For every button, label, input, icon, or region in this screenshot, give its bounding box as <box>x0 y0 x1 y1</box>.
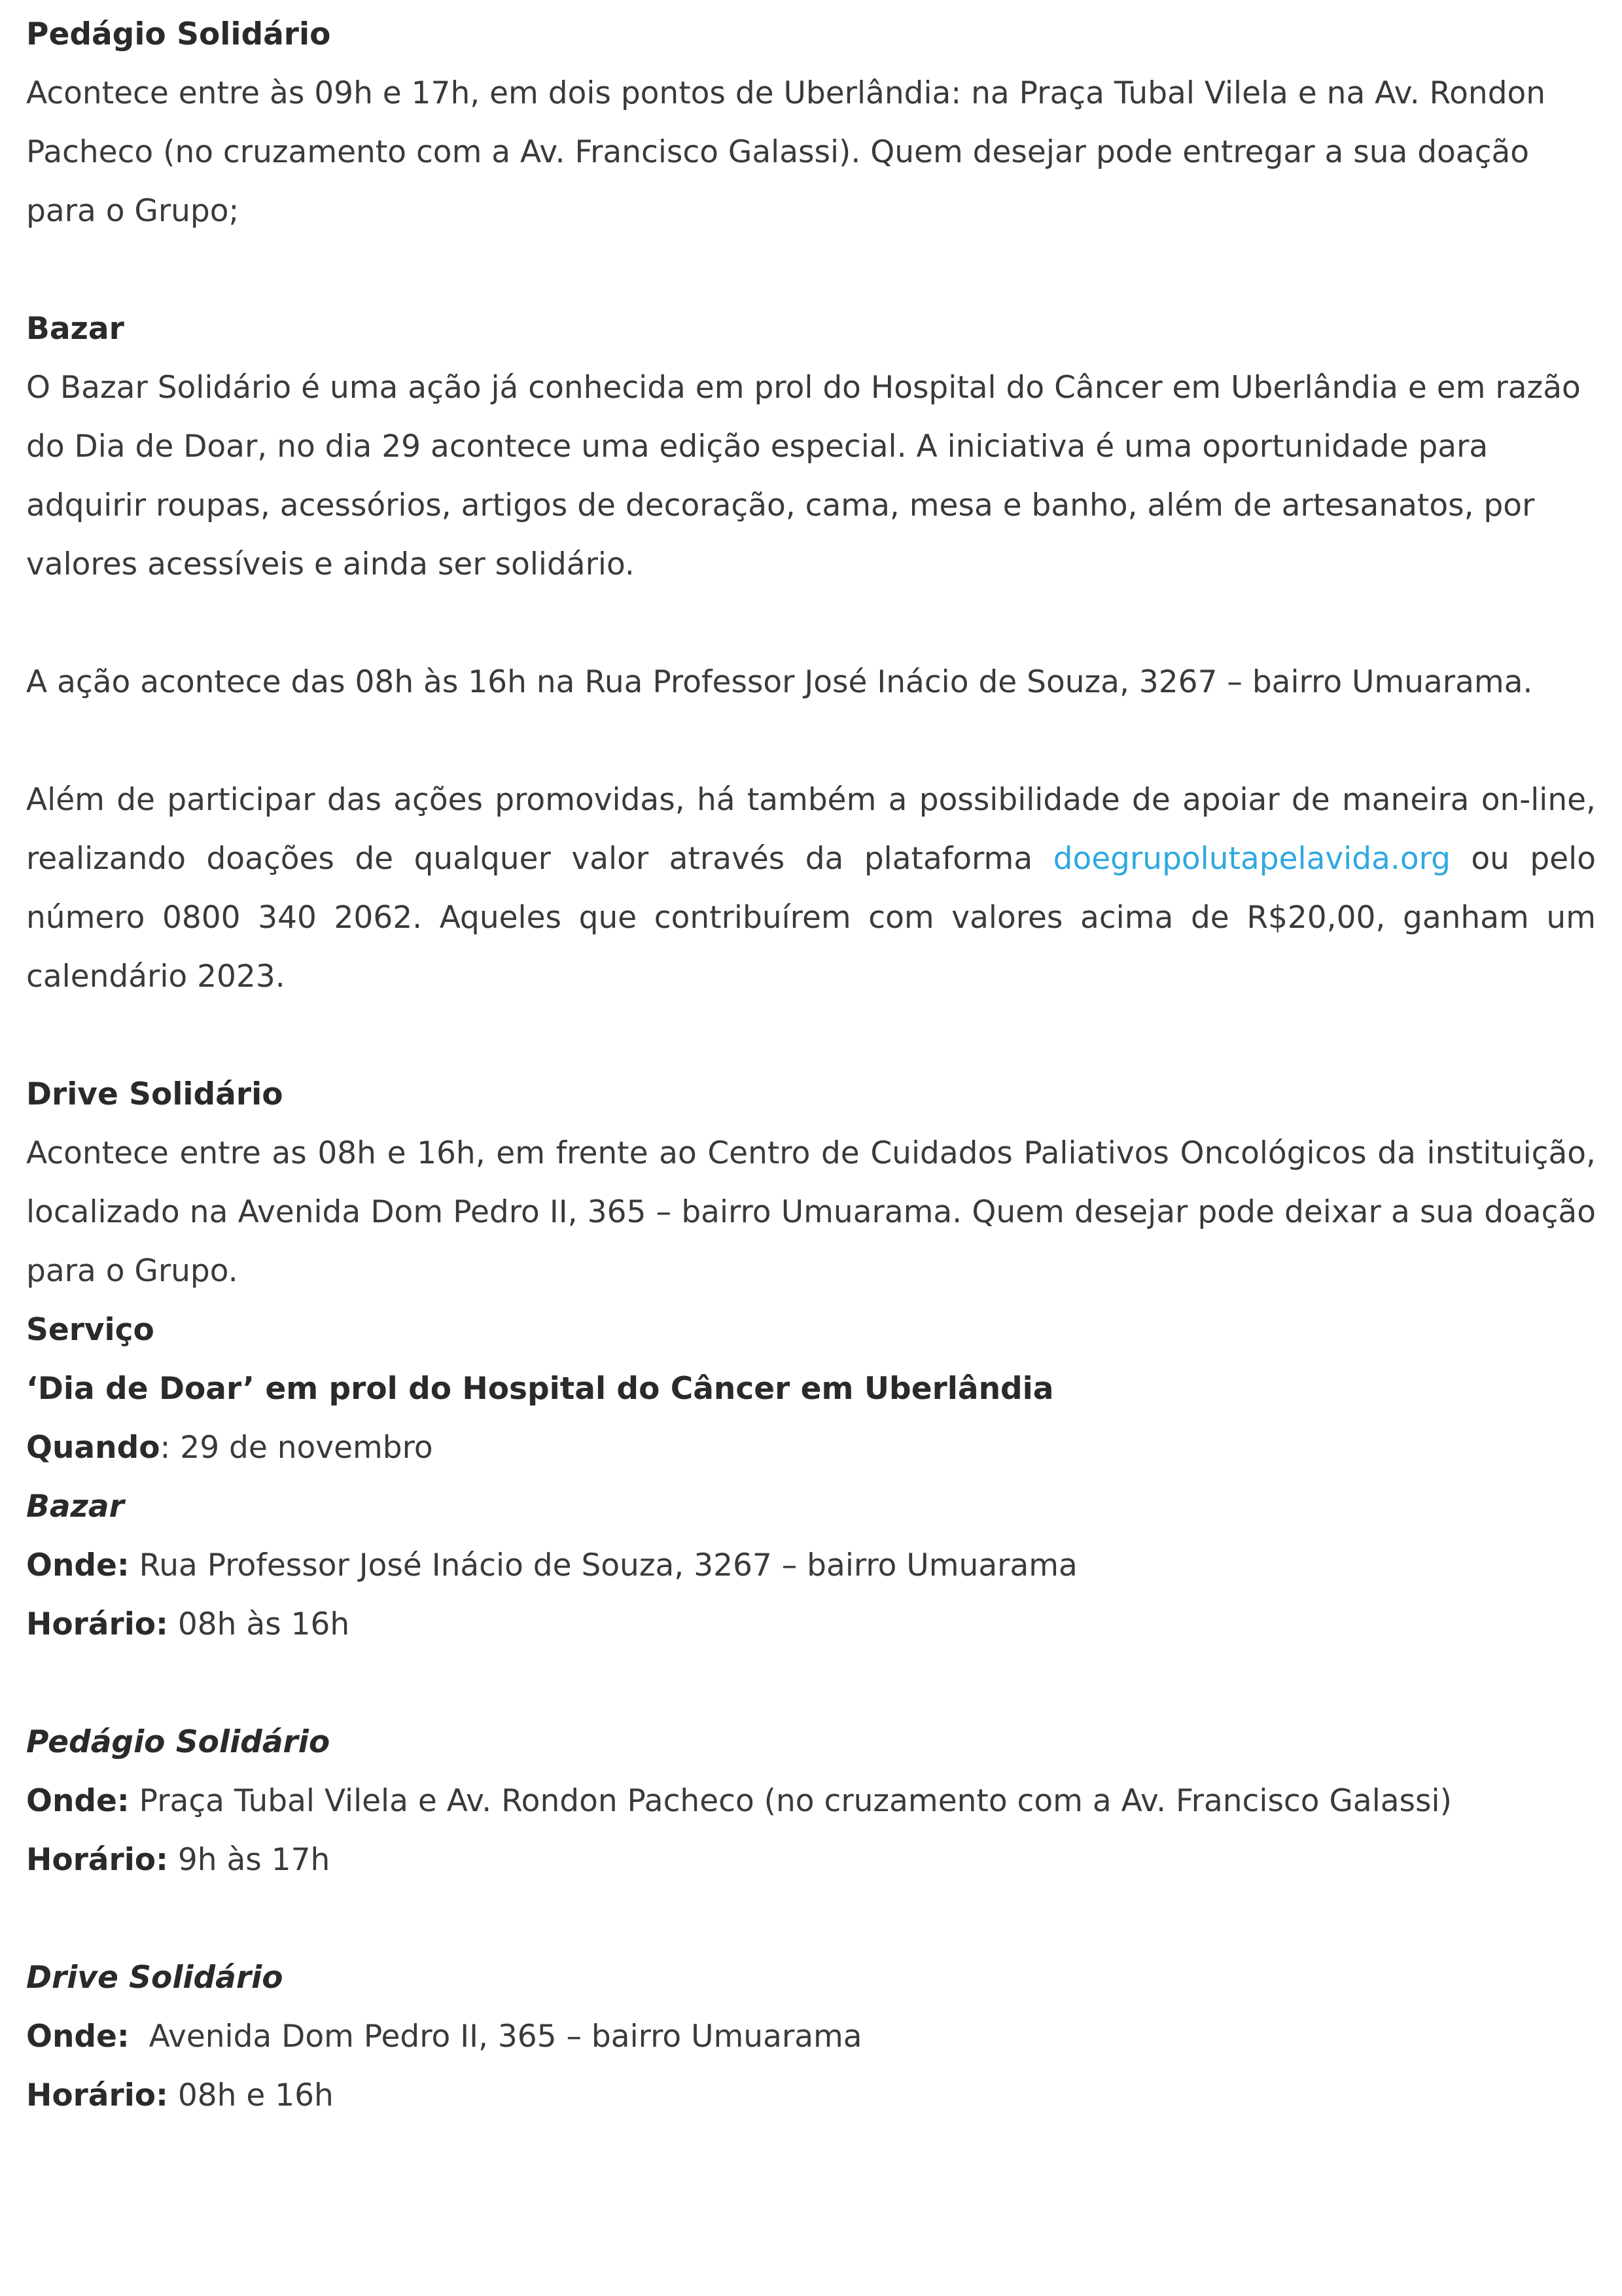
pedagio-title: Pedágio Solidário <box>26 16 331 52</box>
bazar-location-text: A ação acontece das 08h às 16h na Rua Professor José Inácio de Souza, 3267 – bairro Umuarama. <box>26 664 1533 700</box>
servico-bazar-title: Bazar <box>26 1489 124 1525</box>
online-text-after: ou pelo número 0800 340 2062. Aqueles que contribuírem com valores acima de R$20,00, ganham um calendário 2023. <box>26 841 1596 995</box>
servico-bazar-onde <box>26 1536 1596 1595</box>
drive-text: Acontece entre as 08h e 16h, em frente ao Centro de Cuidados Paliativos Oncológicos da instituição, localizado na Avenida Dom Pedro II, 365 – bairro Umuarama. Quem desejar pode deixar a sua doação para o Grupo. <box>26 1135 1596 1289</box>
spacer <box>26 1006 1596 1065</box>
horario-value: 08h e 16h <box>167 2077 334 2113</box>
online-section <box>26 771 1596 1006</box>
online-paragraph <box>26 771 1596 1006</box>
drive-section <box>26 1065 1596 1301</box>
servico-heading: Serviço <box>26 1312 154 1348</box>
horario-label: Horário: <box>26 2077 168 2113</box>
horario-label: Horário: <box>26 1606 168 1642</box>
onde-label: Onde: <box>26 2019 130 2055</box>
bazar-section <box>26 300 1596 712</box>
servico-pedagio-onde <box>26 1772 1596 1831</box>
servico-drive-onde <box>26 2007 1596 2066</box>
onde-label: Onde: <box>26 1783 130 1819</box>
bazar-text: O Bazar Solidário é uma ação já conhecida em prol do Hospital do Câncer em Uberlândia e em razão do Dia de Doar, no dia 29 acontece uma edição especial. A iniciativa é uma oportunidade para adquirir roupas, acessórios, artigos de decoração, cama, mesa e banho, além de artesanatos, por valores acessíveis e ainda ser solidário. <box>26 370 1581 582</box>
servico-drive-title: Drive Solidário <box>26 1960 283 1996</box>
spacer <box>26 594 1596 653</box>
servico-drive-horario <box>26 2066 1596 2125</box>
servico-pedagio-title: Pedágio Solidário <box>26 1724 330 1760</box>
horario-value: 9h às 17h <box>167 1842 330 1878</box>
donation-link[interactable]: doegrupolutapelavida.org <box>1053 841 1451 877</box>
horario-label: Horário: <box>26 1842 168 1878</box>
onde-value: Rua Professor José Inácio de Souza, 3267 – bairro Umuarama <box>129 1547 1078 1583</box>
onde-value: Avenida Dom Pedro II, 365 – bairro Umuarama <box>129 2019 862 2055</box>
servico-quando <box>26 1419 1596 1477</box>
servico-pedagio-horario <box>26 1831 1596 1890</box>
spacer <box>26 1654 1596 1713</box>
spacer <box>26 712 1596 771</box>
spacer <box>26 1890 1596 1949</box>
servico-event-title: ‘Dia de Doar’ em prol do Hospital do Câncer em Uberlândia <box>26 1371 1054 1407</box>
drive-title: Drive Solidário <box>26 1076 283 1112</box>
quando-value: : 29 de novembro <box>160 1430 433 1466</box>
quando-label: Quando <box>26 1430 160 1466</box>
pedagio-section <box>26 5 1596 241</box>
spacer <box>26 241 1596 300</box>
online-text-before: Além de participar das ações promovidas, há também a possibilidade de apoiar de maneira on-line, realizando doações de qualquer valor através da plataforma <box>26 782 1596 877</box>
bazar-title: Bazar <box>26 311 124 347</box>
pedagio-text: Acontece entre às 09h e 17h, em dois pontos de Uberlândia: na Praça Tubal Vilela e na Av. Rondon Pacheco (no cruzamento com a Av. Francisco Galassi). Quem desejar pode entregar a sua doação para o Grupo; <box>26 75 1546 229</box>
onde-value: Praça Tubal Vilela e Av. Rondon Pacheco (no cruzamento com a Av. Francisco Galassi) <box>129 1783 1452 1819</box>
onde-label: Onde: <box>26 1547 130 1583</box>
horario-value: 08h às 16h <box>167 1606 350 1642</box>
servico-section <box>26 1301 1596 2125</box>
servico-bazar-horario <box>26 1595 1596 1654</box>
